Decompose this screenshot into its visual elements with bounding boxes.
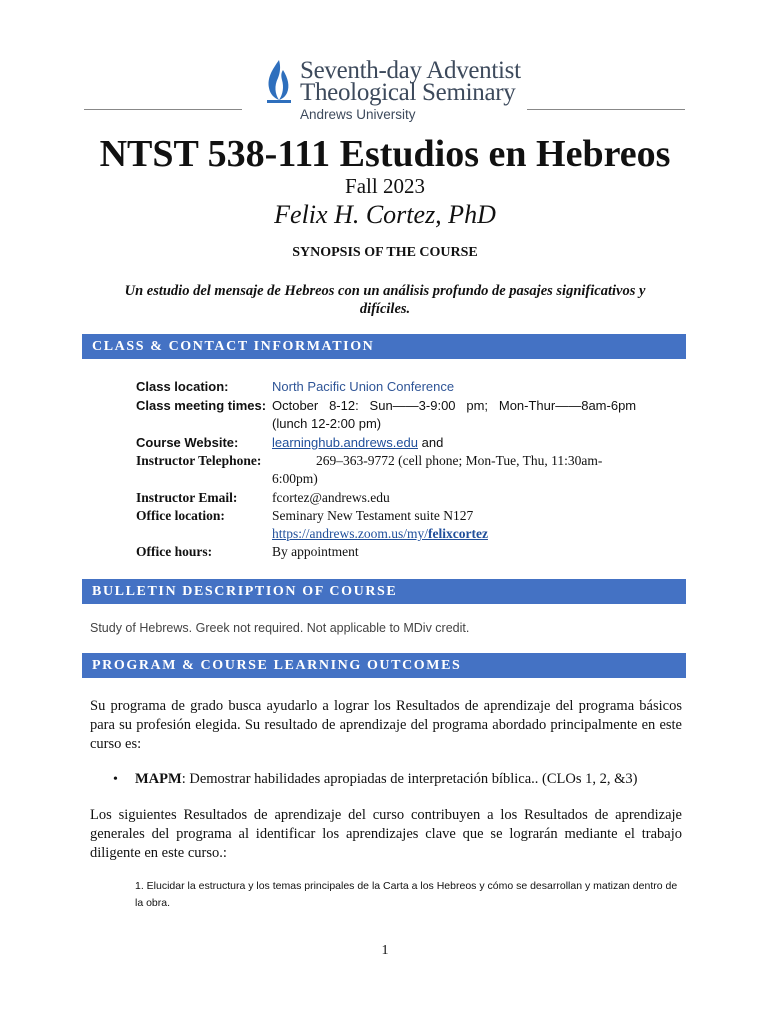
logo-name-line2: Theological Seminary [300, 79, 516, 106]
instructor-email-label: Instructor Email: [136, 490, 238, 505]
course-website-and: and [418, 435, 444, 450]
bulletin-description: Study of Hebrews. Greek not required. Not applicable to MDiv credit. [90, 621, 470, 635]
outcomes-intro: Su programa de grado busca ayudarlo a lograr los Resultados de aprendizaje del programa básicos para su profesión elegida. Su resultado de aprendizaje del programa abordado principalmente en este curso es: [90, 698, 682, 752]
synopsis-heading: SYNOPSIS OF THE COURSE [292, 245, 478, 260]
class-times-value: October 8-12: Sun——3-9:00 pm; Mon-Thur——8am-6pm [272, 398, 637, 413]
section-bar-class-contact: CLASS & CONTACT INFORMATION [82, 334, 686, 359]
course-website-link[interactable]: learninghub.andrews.edu [272, 435, 418, 450]
section-bar-bulletin: BULLETIN DESCRIPTION OF COURSE [82, 579, 686, 604]
instructor-phone-label: Instructor Telephone: [136, 453, 262, 468]
office-location-label: Office location: [136, 508, 225, 523]
course-outcomes-intro: Los siguientes Resultados de aprendizaje del curso contribuyen a los Resultados de aprendizaje generales del programa al identificar los aprendizajes clave que se lograrán mediante el trabajo diligente en este curso.: [90, 807, 682, 861]
course-title: NTST 538-111 Estudios en Hebreos [99, 133, 671, 175]
class-times-lunch: (lunch 12-2:00 pm) [272, 416, 382, 431]
program-outcome-item [135, 770, 638, 789]
zoom-link-handle: felixcortez [428, 526, 488, 541]
logo-university: Andrews University [300, 107, 416, 122]
instructor-email-value[interactable]: fcortez@andrews.edu [272, 490, 390, 505]
zoom-link-prefix: https://andrews.zoom.us/my/ [272, 526, 428, 541]
zoom-link-row [272, 525, 488, 543]
synopsis-text: Un estudio del mensaje de Hebreos con un análisis profundo de pasajes significativos y difíciles. [124, 283, 646, 317]
class-location-value: North Pacific Union Conference [272, 379, 455, 394]
instructor-name: Felix H. Cortez, PhD [274, 200, 496, 229]
course-term: Fall 2023 [345, 174, 425, 198]
header-rule-left [84, 109, 242, 110]
class-times-label: Class meeting times: [136, 398, 267, 413]
program-outcome-text: : Demostrar habilidades apropiadas de interpretación bíblica.. (CLOs 1, 2, &3) [181, 771, 638, 787]
course-website-value [272, 434, 443, 452]
class-location-label: Class location: [136, 379, 229, 394]
office-hours-value: By appointment [272, 544, 359, 559]
clo-item-1: 1. Elucidar la estructura y los temas principales de la Carta a los Hebreos y cómo se desarrollan y matizan dentro de la obra. [135, 880, 678, 909]
instructor-phone-value: 269–363-9772 (cell phone; Mon-Tue, Thu, 11:30am- [316, 453, 603, 468]
bullet-icon: • [113, 772, 118, 787]
course-website-label: Course Website: [136, 435, 239, 450]
logo-name-line1: Seventh-day Adventist [300, 57, 521, 84]
section-bar-outcomes: PROGRAM & COURSE LEARNING OUTCOMES [82, 653, 686, 678]
office-location-value: Seminary New Testament suite N127 [272, 508, 474, 523]
page-number: 1 [381, 943, 389, 958]
seminary-flame-logo-icon [264, 58, 294, 104]
instructor-phone-hours: 6:00pm) [272, 471, 318, 486]
office-hours-label: Office hours: [136, 544, 213, 559]
zoom-link[interactable] [272, 526, 488, 541]
program-outcome-label: MAPM [135, 771, 182, 787]
header-rule-right [527, 109, 685, 110]
